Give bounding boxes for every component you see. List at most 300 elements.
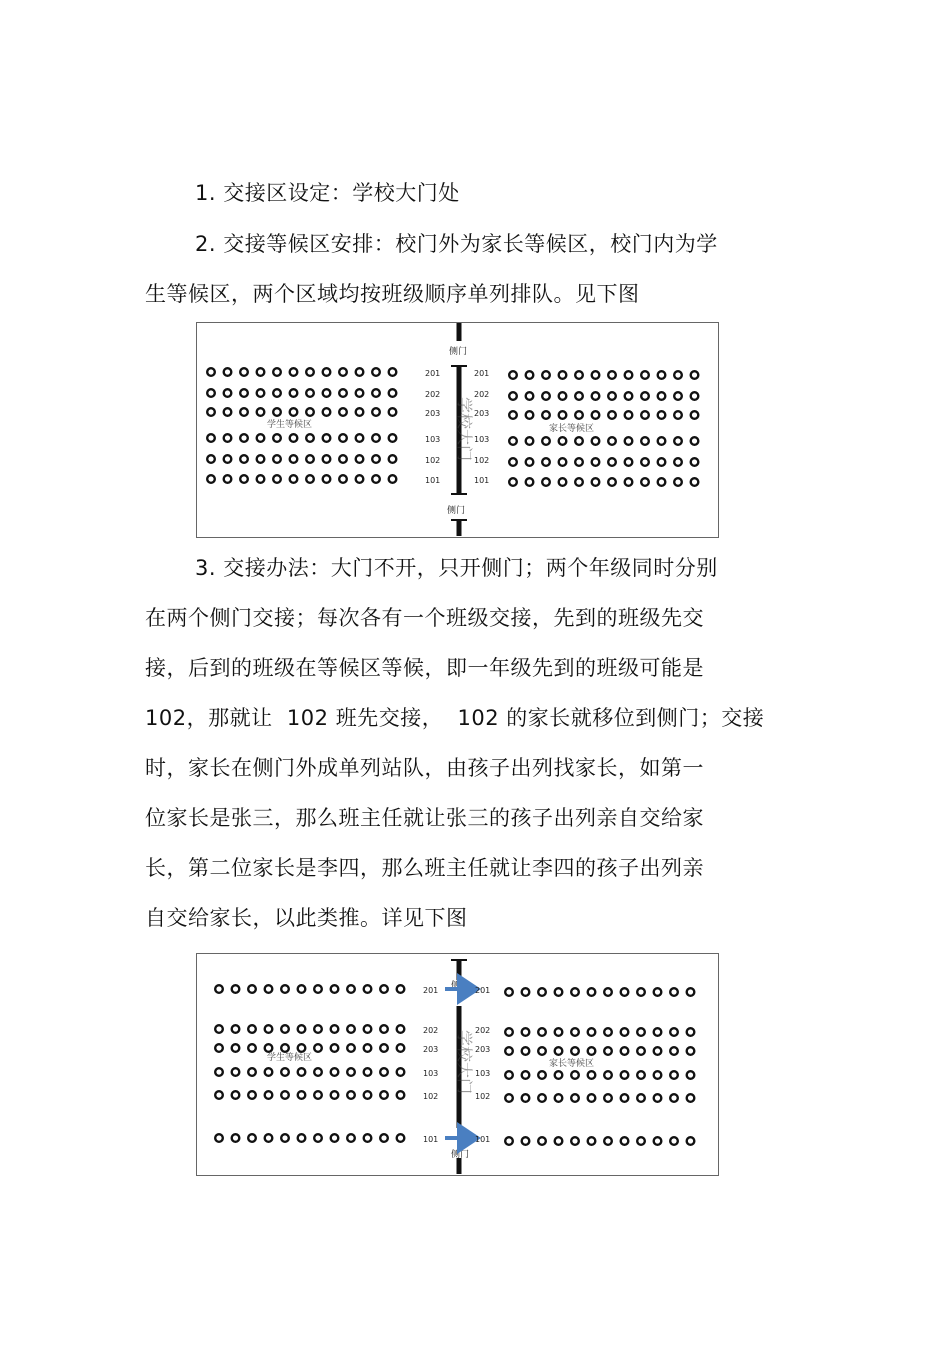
person-dot <box>538 988 546 996</box>
student-area-label: 学生等候区 <box>267 1053 313 1063</box>
person-dot <box>571 1094 579 1102</box>
person-dot <box>306 475 314 483</box>
person-dot <box>654 1028 662 1036</box>
person-dot <box>240 368 248 376</box>
person-dot <box>658 392 666 400</box>
side-gate-bottom-label: 侧门 <box>447 506 466 516</box>
person-dot <box>509 478 517 486</box>
person-dot <box>323 368 331 376</box>
person-dot <box>505 1071 513 1079</box>
class-label: 203 <box>425 409 441 418</box>
paragraph-line-11: 自交给家长，以此类推。详见下图 <box>145 906 468 930</box>
person-dot <box>290 368 298 376</box>
class-label: 202 <box>423 1026 439 1035</box>
person-dot <box>207 368 215 376</box>
person-dot <box>347 985 355 993</box>
person-dot <box>674 411 682 419</box>
person-dot <box>298 1134 306 1142</box>
person-dot <box>298 1025 306 1033</box>
person-dot <box>687 1071 695 1079</box>
person-dot <box>397 1044 405 1052</box>
person-dot <box>207 455 215 463</box>
person-dot <box>691 458 699 466</box>
class-label: 103 <box>423 1069 439 1078</box>
class-label: 201 <box>474 369 490 378</box>
person-dot <box>625 392 633 400</box>
person-dot <box>265 1025 273 1033</box>
class-label: 103 <box>425 435 441 444</box>
person-dot <box>674 371 682 379</box>
person-dot <box>298 1068 306 1076</box>
person-dot <box>290 455 298 463</box>
person-dot <box>654 1071 662 1079</box>
person-dot <box>323 389 331 397</box>
person-dot <box>257 408 265 416</box>
person-dot <box>522 988 530 996</box>
person-dot <box>306 434 314 442</box>
person-dot <box>356 389 364 397</box>
person-dot <box>691 371 699 379</box>
person-dot <box>232 1091 240 1099</box>
class-label: 203 <box>474 409 490 418</box>
person-dot <box>356 455 364 463</box>
side-gate-top-label: 侧门 <box>451 981 470 991</box>
person-dot <box>637 1047 645 1055</box>
person-dot <box>588 988 596 996</box>
person-dot <box>232 1134 240 1142</box>
person-dot <box>240 389 248 397</box>
person-dot <box>625 458 633 466</box>
person-dot <box>380 1044 388 1052</box>
person-dot <box>306 389 314 397</box>
class-label: 101 <box>425 476 441 485</box>
person-dot <box>509 371 517 379</box>
person-dot <box>674 392 682 400</box>
person-dot <box>621 1047 629 1055</box>
person-dot <box>257 475 265 483</box>
person-dot <box>215 1068 223 1076</box>
person-dot <box>538 1047 546 1055</box>
person-dot <box>641 371 649 379</box>
class-label: 201 <box>425 369 441 378</box>
person-dot <box>637 1137 645 1145</box>
class-label: 201 <box>475 986 491 995</box>
person-dot <box>505 1137 513 1145</box>
person-dot <box>555 1047 563 1055</box>
class-label: 103 <box>475 1069 491 1078</box>
person-dot <box>364 1134 372 1142</box>
person-dot <box>215 1134 223 1142</box>
person-dot <box>224 475 232 483</box>
person-dot <box>248 1134 256 1142</box>
person-dot <box>637 1028 645 1036</box>
person-dot <box>575 437 583 445</box>
person-dot <box>526 371 534 379</box>
person-dot <box>637 1094 645 1102</box>
person-dot <box>575 371 583 379</box>
person-dot <box>592 478 600 486</box>
person-dot <box>298 1044 306 1052</box>
person-dot <box>555 1028 563 1036</box>
person-dot <box>538 1071 546 1079</box>
person-dot <box>555 1094 563 1102</box>
person-dot <box>273 455 281 463</box>
person-dot <box>526 478 534 486</box>
class-label: 102 <box>423 1092 439 1101</box>
person-dot <box>526 437 534 445</box>
person-dot <box>281 985 289 993</box>
person-dot <box>389 408 397 416</box>
person-dot <box>575 392 583 400</box>
person-dot <box>389 475 397 483</box>
class-label: 102 <box>475 1092 491 1101</box>
paragraph-line-6: 接，后到的班级在等候区等候，即一年级先到的班级可能是 <box>145 656 704 680</box>
person-dot <box>265 985 273 993</box>
person-dot <box>281 1068 289 1076</box>
person-dot <box>670 1047 678 1055</box>
person-dot <box>592 411 600 419</box>
side-gate-top-label: 侧门 <box>449 347 468 357</box>
person-dot <box>637 988 645 996</box>
person-dot <box>604 1094 612 1102</box>
person-dot <box>588 1094 596 1102</box>
person-dot <box>207 389 215 397</box>
person-dot <box>323 475 331 483</box>
person-dot <box>687 1094 695 1102</box>
person-dot <box>248 985 256 993</box>
person-dot <box>248 1044 256 1052</box>
person-dot <box>505 1047 513 1055</box>
person-dot <box>670 1094 678 1102</box>
person-dot <box>542 437 550 445</box>
paragraph-line-8: 时，家长在侧门外成单列站队，由孩子出列找家长，如第一 <box>145 756 704 780</box>
person-dot <box>658 478 666 486</box>
person-dot <box>625 371 633 379</box>
person-dot <box>542 392 550 400</box>
person-dot <box>314 985 322 993</box>
person-dot <box>240 408 248 416</box>
person-dot <box>257 434 265 442</box>
parent-area-label: 家长等候区 <box>549 1059 595 1069</box>
person-dot <box>331 1091 339 1099</box>
person-dot <box>265 1044 273 1052</box>
person-dot <box>522 1071 530 1079</box>
person-dot <box>621 988 629 996</box>
person-dot <box>281 1134 289 1142</box>
person-dot <box>604 1071 612 1079</box>
class-label: 101 <box>475 1135 491 1144</box>
person-dot <box>687 1028 695 1036</box>
person-dot <box>608 458 616 466</box>
person-dot <box>306 368 314 376</box>
person-dot <box>555 1137 563 1145</box>
person-dot <box>641 411 649 419</box>
person-dot <box>592 371 600 379</box>
person-dot <box>273 434 281 442</box>
person-dot <box>608 371 616 379</box>
person-dot <box>257 368 265 376</box>
class-label: 102 <box>474 456 490 465</box>
person-dot <box>339 368 347 376</box>
person-dot <box>687 1137 695 1145</box>
person-dot <box>364 985 372 993</box>
person-dot <box>215 1044 223 1052</box>
paragraph-line-2: 2. 交接等候区安排：校门外为家长等候区，校门内为学 <box>195 232 718 256</box>
person-dot <box>257 455 265 463</box>
person-dot <box>273 368 281 376</box>
figure-2-handover-diagram <box>196 953 719 1176</box>
person-dot <box>670 988 678 996</box>
person-dot <box>215 1025 223 1033</box>
person-dot <box>224 434 232 442</box>
person-dot <box>339 389 347 397</box>
person-dot <box>248 1068 256 1076</box>
person-dot <box>347 1025 355 1033</box>
person-dot <box>240 475 248 483</box>
class-label: 202 <box>474 390 490 399</box>
person-dot <box>559 437 567 445</box>
person-dot <box>522 1137 530 1145</box>
person-dot <box>306 408 314 416</box>
person-dot <box>273 475 281 483</box>
person-dot <box>224 389 232 397</box>
person-dot <box>670 1137 678 1145</box>
person-dot <box>364 1025 372 1033</box>
person-dot <box>232 1025 240 1033</box>
person-dot <box>389 368 397 376</box>
parent-area-label: 家长等候区 <box>549 424 595 434</box>
person-dot <box>604 1137 612 1145</box>
person-dot <box>538 1028 546 1036</box>
class-label: 101 <box>474 476 490 485</box>
person-dot <box>505 1028 513 1036</box>
person-dot <box>240 434 248 442</box>
person-dot <box>372 475 380 483</box>
person-dot <box>323 434 331 442</box>
person-dot <box>691 392 699 400</box>
person-dot <box>588 1137 596 1145</box>
person-dot <box>571 1028 579 1036</box>
person-dot <box>364 1091 372 1099</box>
person-dot <box>380 1025 388 1033</box>
person-dot <box>505 1094 513 1102</box>
person-dot <box>339 475 347 483</box>
figure-1-svg <box>197 323 717 536</box>
paragraph-line-3: 生等候区，两个区域均按班级顺序单列排队。见下图 <box>145 282 640 306</box>
person-dot <box>571 988 579 996</box>
person-dot <box>232 985 240 993</box>
figure-2-svg <box>197 954 717 1174</box>
person-dot <box>380 1068 388 1076</box>
person-dot <box>559 458 567 466</box>
person-dot <box>641 437 649 445</box>
person-dot <box>397 985 405 993</box>
person-dot <box>621 1094 629 1102</box>
person-dot <box>290 408 298 416</box>
person-dot <box>356 434 364 442</box>
person-dot <box>691 411 699 419</box>
person-dot <box>526 458 534 466</box>
person-dot <box>522 1094 530 1102</box>
person-dot <box>637 1071 645 1079</box>
person-dot <box>215 985 223 993</box>
person-dot <box>670 1028 678 1036</box>
person-dot <box>691 437 699 445</box>
person-dot <box>248 1091 256 1099</box>
person-dot <box>224 368 232 376</box>
person-dot <box>559 371 567 379</box>
person-dot <box>257 389 265 397</box>
person-dot <box>571 1047 579 1055</box>
class-label: 203 <box>475 1045 491 1054</box>
person-dot <box>372 368 380 376</box>
person-dot <box>347 1044 355 1052</box>
person-dot <box>658 458 666 466</box>
person-dot <box>588 1047 596 1055</box>
person-dot <box>526 392 534 400</box>
person-dot <box>658 437 666 445</box>
figure-1-queue-diagram <box>196 322 719 538</box>
person-dot <box>687 988 695 996</box>
person-dot <box>265 1091 273 1099</box>
person-dot <box>571 1071 579 1079</box>
person-dot <box>248 1025 256 1033</box>
person-dot <box>298 1091 306 1099</box>
person-dot <box>691 478 699 486</box>
person-dot <box>641 478 649 486</box>
person-dot <box>641 392 649 400</box>
person-dot <box>621 1071 629 1079</box>
person-dot <box>281 1091 289 1099</box>
person-dot <box>347 1068 355 1076</box>
paragraph-line-10: 长，第二位家长是李四，那么班主任就让李四的孩子出列亲 <box>145 856 704 880</box>
person-dot <box>604 1028 612 1036</box>
person-dot <box>509 411 517 419</box>
person-dot <box>372 389 380 397</box>
person-dot <box>608 478 616 486</box>
person-dot <box>542 458 550 466</box>
person-dot <box>588 1028 596 1036</box>
person-dot <box>290 475 298 483</box>
person-dot <box>397 1025 405 1033</box>
person-dot <box>592 392 600 400</box>
person-dot <box>397 1091 405 1099</box>
person-dot <box>658 411 666 419</box>
student-area-label: 学生等候区 <box>267 420 313 430</box>
person-dot <box>625 478 633 486</box>
person-dot <box>555 1071 563 1079</box>
person-dot <box>356 408 364 416</box>
person-dot <box>509 458 517 466</box>
person-dot <box>397 1068 405 1076</box>
person-dot <box>654 1047 662 1055</box>
person-dot <box>314 1091 322 1099</box>
person-dot <box>575 478 583 486</box>
parent-queue-dots <box>505 988 694 1145</box>
person-dot <box>323 455 331 463</box>
person-dot <box>674 478 682 486</box>
class-label: 201 <box>423 986 439 995</box>
person-dot <box>314 1134 322 1142</box>
person-dot <box>281 1044 289 1052</box>
person-dot <box>281 1025 289 1033</box>
person-dot <box>314 1025 322 1033</box>
person-dot <box>331 1068 339 1076</box>
person-dot <box>604 988 612 996</box>
class-label: 101 <box>423 1135 439 1144</box>
person-dot <box>380 1134 388 1142</box>
person-dot <box>588 1071 596 1079</box>
person-dot <box>273 389 281 397</box>
person-dot <box>509 392 517 400</box>
person-dot <box>674 437 682 445</box>
person-dot <box>389 389 397 397</box>
person-dot <box>339 434 347 442</box>
person-dot <box>331 1025 339 1033</box>
person-dot <box>654 988 662 996</box>
person-dot <box>641 458 649 466</box>
person-dot <box>224 455 232 463</box>
person-dot <box>240 455 248 463</box>
person-dot <box>380 1091 388 1099</box>
person-dot <box>621 1137 629 1145</box>
person-dot <box>224 408 232 416</box>
paragraph-line-4: 3. 交接办法：大门不开，只开侧门；两个年级同时分别 <box>195 556 718 580</box>
person-dot <box>389 455 397 463</box>
person-dot <box>509 437 517 445</box>
person-dot <box>290 434 298 442</box>
student-queue-dots <box>215 985 404 1142</box>
person-dot <box>654 1094 662 1102</box>
person-dot <box>559 411 567 419</box>
person-dot <box>372 434 380 442</box>
main-gate-label: 学校大门 <box>455 397 474 462</box>
person-dot <box>559 392 567 400</box>
person-dot <box>389 434 397 442</box>
person-dot <box>538 1137 546 1145</box>
person-dot <box>542 411 550 419</box>
person-dot <box>625 437 633 445</box>
person-dot <box>207 434 215 442</box>
person-dot <box>575 411 583 419</box>
person-dot <box>397 1134 405 1142</box>
person-dot <box>356 368 364 376</box>
class-label: 202 <box>425 390 441 399</box>
person-dot <box>505 988 513 996</box>
person-dot <box>364 1068 372 1076</box>
person-dot <box>555 988 563 996</box>
person-dot <box>542 478 550 486</box>
person-dot <box>559 478 567 486</box>
person-dot <box>380 985 388 993</box>
paragraph-line-1: 1. 交接区设定：学校大门处 <box>195 181 460 205</box>
person-dot <box>542 371 550 379</box>
person-dot <box>372 455 380 463</box>
paragraph-line-9: 位家长是张三，那么班主任就让张三的孩子出列亲自交给家 <box>145 806 704 830</box>
person-dot <box>331 1044 339 1052</box>
person-dot <box>323 408 331 416</box>
person-dot <box>571 1137 579 1145</box>
person-dot <box>232 1044 240 1052</box>
person-dot <box>522 1028 530 1036</box>
person-dot <box>215 1091 223 1099</box>
class-label: 103 <box>474 435 490 444</box>
person-dot <box>687 1047 695 1055</box>
person-dot <box>592 437 600 445</box>
person-dot <box>314 1044 322 1052</box>
person-dot <box>331 985 339 993</box>
person-dot <box>265 1134 273 1142</box>
